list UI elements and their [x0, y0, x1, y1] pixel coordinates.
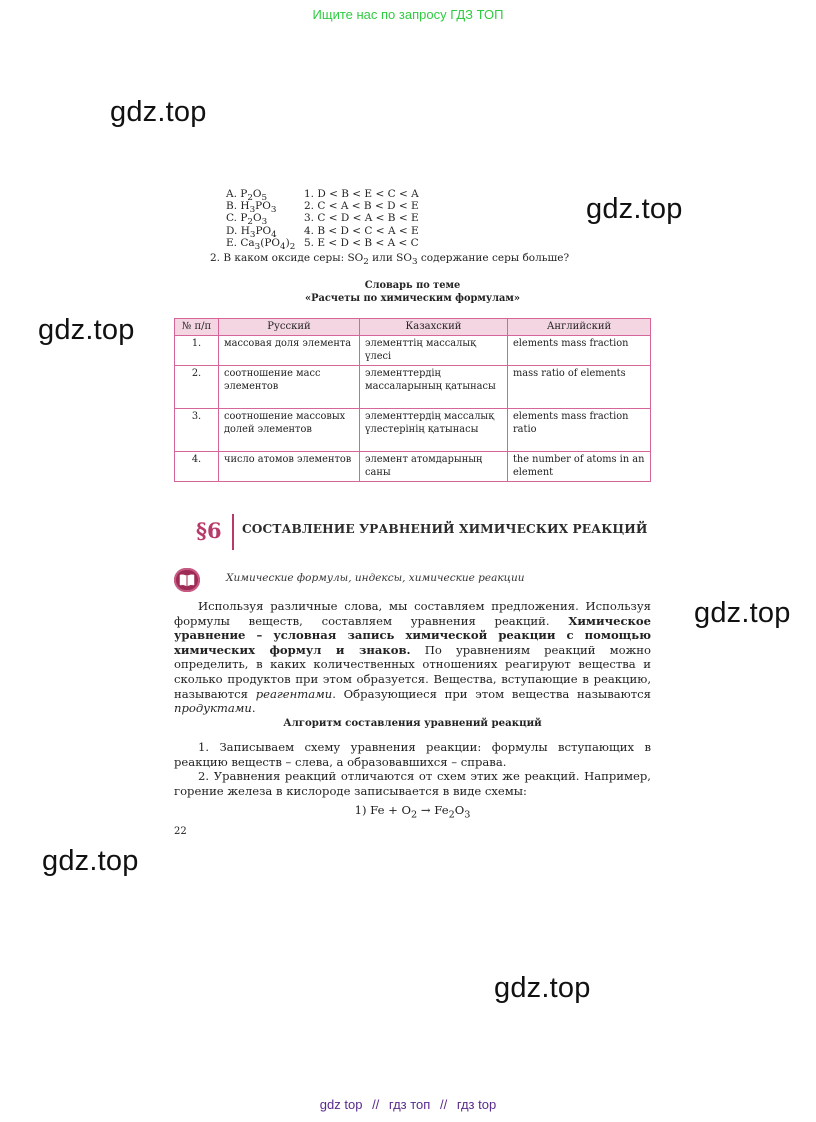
vocab-table: [174, 318, 651, 482]
cell-english: elements mass fraction ratio: [508, 409, 651, 452]
page-number: 22: [174, 826, 187, 837]
cell-english: the number of atoms in an element: [508, 452, 651, 482]
algorithm-step-1: 1. Записываем схему уравнения реакции: формулы вступающих в реакцию веществ – слева, а образовавшихся – справа.: [174, 740, 651, 769]
algorithm-title: Алгоритм составления уравнений реакций: [283, 717, 542, 729]
watermark: gdz.top: [694, 597, 791, 629]
cell-kazakh: элемент атомдарының саны: [360, 452, 508, 482]
cell-kazakh: элементтердің массалық үлестерінің қатынасы: [360, 409, 508, 452]
vocab-title: Словарь по теме: [364, 280, 461, 291]
equation: 1) $Fe + O_2 \to Fe_2O_3$: [354, 803, 471, 821]
algorithm-step-2: 2. Уравнения реакций отличаются от схем этих же реакций. Например, горение железа в кислороде записывается в виде схемы:: [174, 769, 651, 798]
section-divider: [232, 514, 234, 550]
bottom-link[interactable]: гдз top: [456, 1097, 497, 1112]
table-row: [175, 366, 651, 409]
watermark: gdz.top: [38, 314, 135, 346]
table-row: [175, 336, 651, 366]
watermark: gdz.top: [586, 193, 683, 225]
cell-number: 1.: [175, 336, 219, 366]
cell-russian: число атомов элементов: [219, 452, 360, 482]
cell-number: 3.: [175, 409, 219, 452]
table-header-row: [175, 319, 651, 336]
col-header-russian: Русский: [219, 319, 360, 336]
vocab-subtitle: «Расчеты по химическим формулам»: [304, 293, 521, 304]
watermark: gdz.top: [42, 845, 139, 877]
option-row: D. $H_3PO_4$ 4. B < D < C < A < E: [226, 224, 419, 240]
bottom-link[interactable]: гдз топ: [388, 1097, 431, 1112]
cell-english: elements mass fraction: [508, 336, 651, 366]
separator: //: [372, 1097, 380, 1112]
col-header-number: № п/п: [175, 319, 219, 336]
cell-russian: соотношение массовых долей элементов: [219, 409, 360, 452]
section-title: СОСТАВЛЕНИЕ УРАВНЕНИЙ ХИМИЧЕСКИХ РЕАКЦИЙ: [242, 522, 648, 536]
option-row: B. $H_3PO_3$ 2. C < A < B < D < E: [226, 200, 419, 216]
option-row: C. $P_2O_3$ 3. C < D < A < B < E: [226, 212, 419, 228]
algorithm-steps: [174, 740, 651, 798]
separator: //: [439, 1097, 448, 1112]
watermark: gdz.top: [494, 972, 591, 1004]
book-icon: [174, 568, 200, 592]
table-row: [175, 409, 651, 452]
keywords: Химические формулы, индексы, химические реакции: [226, 572, 525, 584]
section-number: §6: [196, 518, 222, 543]
bottom-link[interactable]: gdz top: [319, 1097, 363, 1112]
cell-kazakh: элементтердің массаларының қатынасы: [360, 366, 508, 409]
answer-options: [226, 188, 419, 252]
bottom-links: [0, 1097, 816, 1112]
col-header-english: Английский: [508, 319, 651, 336]
cell-number: 2.: [175, 366, 219, 409]
top-search-banner[interactable]: Ищите нас по запросу ГДЗ ТОП: [312, 7, 504, 22]
option-row: A. $P_2O_5$ 1. D < B < E < C < A: [226, 188, 419, 204]
question-2: 2. В каком оксиде серы: $SO_2$ или $SO_3$ содержание серы больше?: [210, 252, 570, 268]
intro-paragraph: Используя различные слова, мы составляем предложения. Используя формулы веществ, составляем уравнения реакций. Химическое уравнение – условная запись химической реакции с помощью химических формул и знаков. По уравнениям реакций можно определить, в каких количественных отношениях реагируют вещества и сколько продуктов при этом образуется. Вещества, вступающие в реакцию, называются реагентами. Образующиеся при этом вещества называются продуктами.: [174, 599, 651, 716]
table-row: [175, 452, 651, 482]
cell-kazakh: элементтің массалық үлесі: [360, 336, 508, 366]
col-header-kazakh: Казахский: [360, 319, 508, 336]
option-row: E. $Ca_3(PO_4)_2$ 5. E < D < B < A < C: [226, 236, 419, 252]
cell-number: 4.: [175, 452, 219, 482]
watermark: gdz.top: [110, 96, 207, 128]
cell-russian: массовая доля элемента: [219, 336, 360, 366]
cell-russian: соотношение масс элементов: [219, 366, 360, 409]
cell-english: mass ratio of elements: [508, 366, 651, 409]
